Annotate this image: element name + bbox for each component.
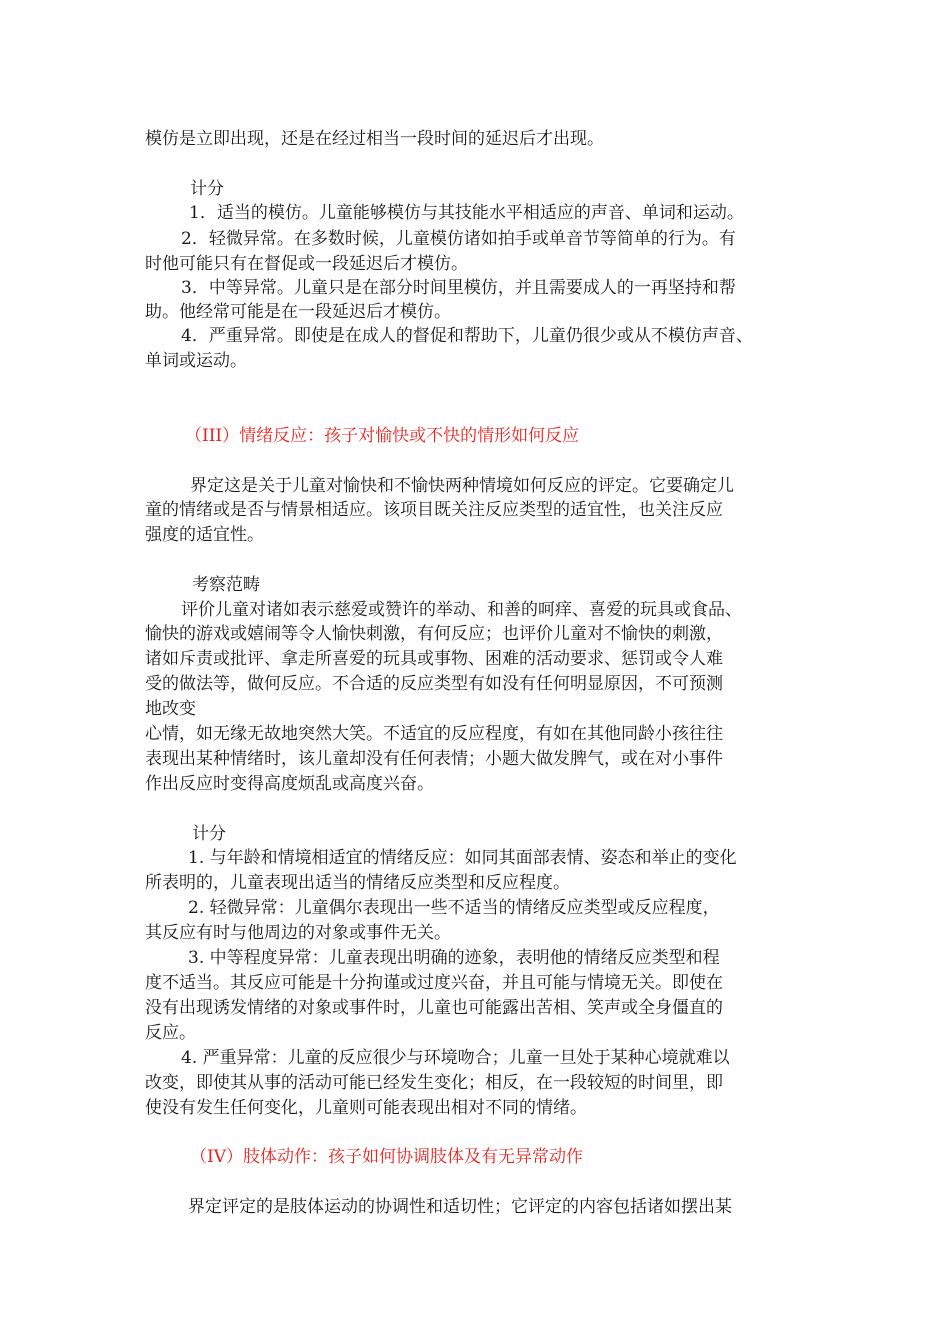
scoring-item-cont: 度不适当。其反应可能是十分拘谨或过度兴奋，并且可能与情境无关。即使在	[145, 973, 723, 993]
scoring-item: 4．严重异常。即使是在成人的督促和帮助下，儿童仍很少或从不模仿声音、	[181, 326, 753, 346]
definition-line: 界定这是关于儿童对愉快和不愉快两种情境如何反应的评定。它要确定儿	[190, 476, 734, 496]
scoring-item-cont: 没有出现诱发情绪的对象或事件时，儿童也可能露出苦相、笑声或全身僵直的	[145, 998, 723, 1018]
definition-line: 强度的适宜性。	[145, 525, 264, 545]
scope-line: 心情，如无缘无故地突然大笑。不适宜的反应程度，有如在其他同龄小孩往往	[145, 724, 723, 744]
scope-line: 评价儿童对诸如表示慈爱或赞许的举动、和善的呵痒、喜爱的玩具或食品、	[181, 600, 742, 620]
scoring-item: 4. 严重异常：儿童的反应很少与环境吻合；儿童一旦处于某种心境就难以	[181, 1048, 730, 1068]
scoring-item-cont: 助。他经常可能是在一段延迟后才模仿。	[145, 302, 451, 322]
scoring-item: 3．中等异常。儿童只是在部分时间里模仿，并且需要成人的一再坚持和帮	[181, 278, 736, 298]
scoring-item: 1．适当的模仿。儿童能够模仿与其技能水平相适应的声音、单词和运动。	[189, 203, 744, 223]
scoring-heading: 计分	[192, 824, 226, 844]
scoring-item-cont: 所表明的，儿童表现出适当的情绪反应类型和反应程度。	[145, 873, 570, 893]
scope-line: 表现出某种情绪时，该儿童却没有任何表情；小题大做发脾气，或在对小事件	[145, 749, 723, 769]
scope-heading: 考察范畴	[192, 575, 260, 595]
scoring-item-cont: 其反应有时与他周边的对象或事件无关。	[145, 923, 451, 943]
section-heading: （IV）肢体动作：孩子如何协调肢体及有无异常动作	[190, 1147, 583, 1167]
scoring-item-cont: 改变，即使其从事的活动可能已经发生变化；相反，在一段较短的时间里，即	[145, 1073, 723, 1093]
scoring-item: 1. 与年龄和情境相适宜的情绪反应：如同其面部表情、姿态和举止的变化	[188, 848, 737, 868]
scoring-item-cont: 使没有发生任何变化，儿童则可能表现出相对不同的情绪。	[145, 1098, 587, 1118]
definition-line: 界定评定的是肢体运动的协调性和适切性；它评定的内容包括诸如摆出某	[188, 1197, 732, 1217]
scope-line: 受的做法等，做何反应。不合适的反应类型有如没有任何明显原因，不可预测	[145, 674, 723, 694]
scope-line: 诸如斥责或批评、拿走所喜爱的玩具或事物、困难的活动要求、惩罚或令人难	[145, 649, 723, 669]
scoring-item-cont: 单词或运动。	[145, 351, 247, 371]
scope-line: 愉快的游戏或嬉闹等令人愉快刺激，有何反应；也评价儿童对不愉快的刺激，	[145, 624, 723, 644]
definition-line: 童的情绪或是否与情景相适应。该项目既关注反应类型的适宜性，也关注反应	[145, 500, 723, 520]
scoring-item-cont: 时他可能只有在督促或一段延迟后才模仿。	[145, 254, 468, 274]
scoring-item: 2. 轻微异常：儿童偶尔表现出一些不适当的情绪反应类型或反应程度，	[188, 898, 720, 918]
scope-line: 地改变	[145, 699, 196, 719]
section-heading: （III）情绪反应：孩子对愉快或不快的情形如何反应	[185, 426, 580, 446]
paragraph-line: 模仿是立即出现，还是在经过相当一段时间的延迟后才出现。	[145, 129, 604, 149]
scoring-item: 2．轻微异常。在多数时候，儿童模仿诸如拍手或单音节等简单的行为。有	[181, 229, 736, 249]
scoring-item-cont: 反应。	[145, 1023, 196, 1043]
scoring-item: 3. 中等程度异常：儿童表现出明确的迹象，表明他的情绪反应类型和程	[188, 948, 720, 968]
scoring-heading: 计分	[190, 179, 224, 199]
scope-line: 作出反应时变得高度烦乱或高度兴奋。	[145, 774, 434, 794]
